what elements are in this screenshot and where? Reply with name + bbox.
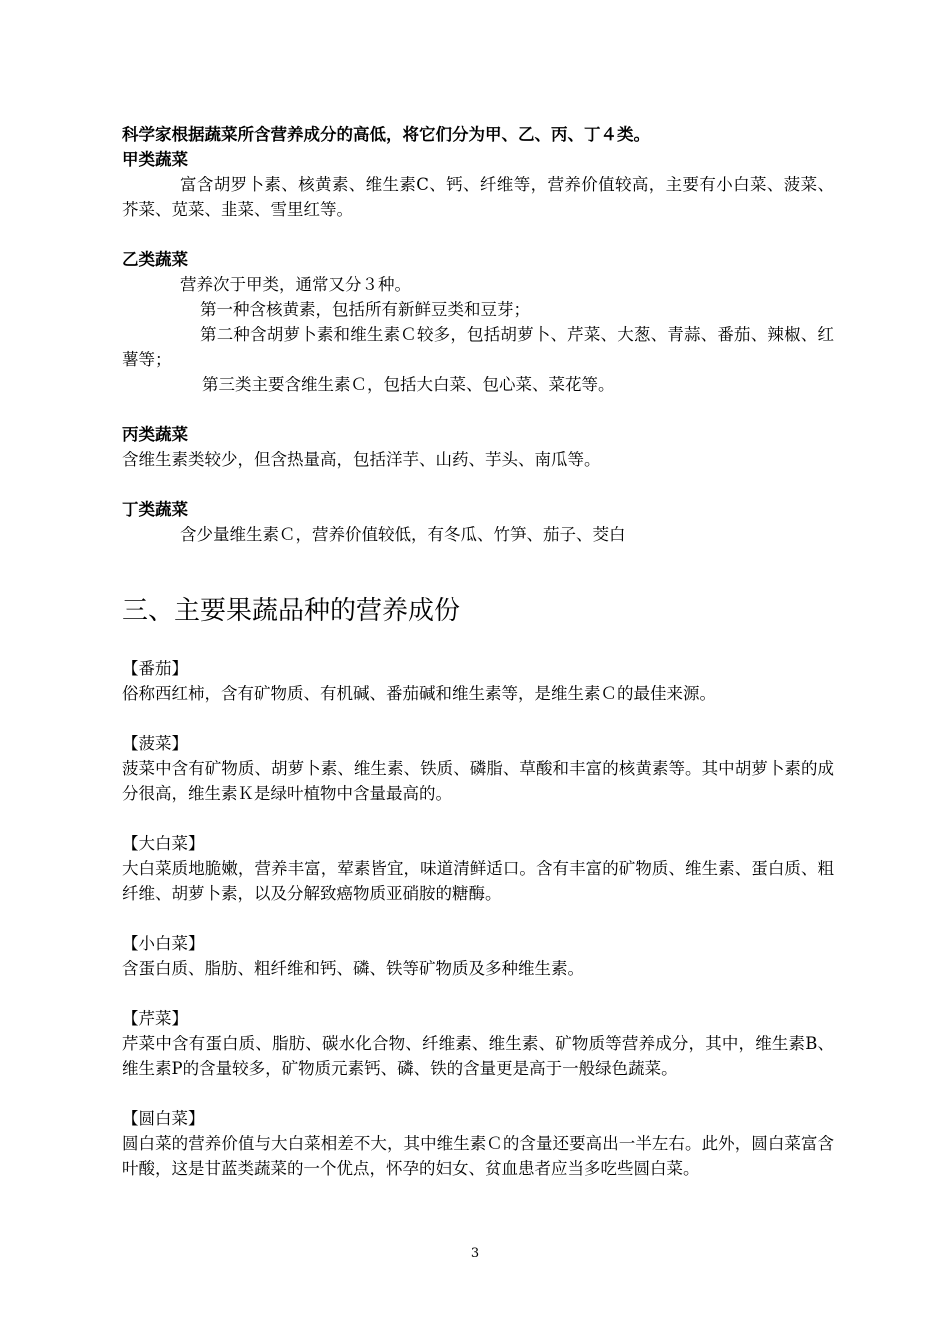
intro-paragraph: 科学家根据蔬菜所含营养成分的高低，将它们分为甲、乙、丙、丁４类。	[122, 125, 650, 144]
category-jia-text: 富含胡罗卜素、核黄素、维生素C、钙、纤维等，营养价值较高，主要有小白菜、菠菜、芥菜、苋菜、韭菜、雪里红等。	[122, 175, 834, 219]
spacer	[122, 472, 834, 497]
spacer	[122, 806, 834, 831]
category-ding-title: 丁类蔬菜	[122, 500, 188, 519]
spacer	[122, 547, 834, 572]
spacer	[122, 397, 834, 422]
page-number: 3	[470, 1246, 480, 1261]
item-dabaicai-text: 大白菜质地脆嫩，营养丰富，荤素皆宜，味道清鲜适口。含有丰富的矿物质、维生素、蛋白质、粗纤维、胡萝卜素，以及分解致癌物质亚硝胺的糖酶。	[122, 859, 834, 903]
section-3-heading: 三、主要果蔬品种的营养成份	[122, 596, 461, 626]
page-content	[122, 122, 834, 1181]
category-yi-text-1: 营养次于甲类，通常又分３种。	[180, 275, 411, 294]
item-qincai-title: 【芹菜】	[122, 1009, 188, 1028]
category-yi-text-4: 第三类主要含维生素Ｃ，包括大白菜、包心菜、菜花等。	[202, 375, 615, 394]
item-qincai-text: 芹菜中含有蛋白质、脂肪、碳水化合物、纤维素、维生素、矿物质等营养成分，其中，维生素B、维生素P的含量较多，矿物质元素钙、磷、铁的含量更是高于一般绿色蔬菜。	[122, 1034, 834, 1078]
item-yuanbaicai-text: 圆白菜的营养价值与大白菜相差不大，其中维生素Ｃ的含量还要高出一半左右。此外，圆白菜富含叶酸，这是甘蓝类蔬菜的一个优点，怀孕的妇女、贫血患者应当多吃些圆白菜。	[122, 1134, 834, 1178]
category-bing-text: 含维生素类较少，但含热量高，包括洋芋、山药、芋头、南瓜等。	[122, 450, 601, 469]
item-bocai-text: 菠菜中含有矿物质、胡萝卜素、维生素、铁质、磷脂、草酸和丰富的核黄素等。其中胡萝卜素的成分很高，维生素Ｋ是绿叶植物中含量最高的。	[122, 759, 834, 803]
spacer	[122, 631, 834, 656]
category-yi-text-2: 第一种含核黄素，包括所有新鲜豆类和豆芽；	[200, 300, 530, 319]
spacer	[122, 1081, 834, 1106]
item-yuanbaicai-title: 【圆白菜】	[122, 1109, 205, 1128]
item-xiaobaicai-text: 含蛋白质、脂肪、粗纤维和钙、磷、铁等矿物质及多种维生素。	[122, 959, 584, 978]
category-yi-text-3: 第二种含胡萝卜素和维生素Ｃ较多，包括胡萝卜、芹菜、大葱、青蒜、番茄、辣椒、红薯等；	[122, 325, 834, 369]
spacer	[122, 222, 834, 247]
category-yi-title: 乙类蔬菜	[122, 250, 188, 269]
category-ding-text: 含少量维生素Ｃ，营养价值较低，有冬瓜、竹笋、茄子、茭白	[180, 525, 626, 544]
spacer	[122, 572, 834, 591]
item-bocai-title: 【菠菜】	[122, 734, 188, 753]
item-xiaobaicai-title: 【小白菜】	[122, 934, 205, 953]
item-fanqie-title: 【番茄】	[122, 659, 188, 678]
item-dabaicai-title: 【大白菜】	[122, 834, 205, 853]
spacer	[122, 706, 834, 731]
item-fanqie-text: 俗称西红柿，含有矿物质、有机碱、番茄碱和维生素等，是维生素Ｃ的最佳来源。	[122, 684, 716, 703]
category-bing-title: 丙类蔬菜	[122, 425, 188, 444]
spacer	[122, 906, 834, 931]
category-jia-title: 甲类蔬菜	[122, 150, 188, 169]
spacer	[122, 981, 834, 1006]
